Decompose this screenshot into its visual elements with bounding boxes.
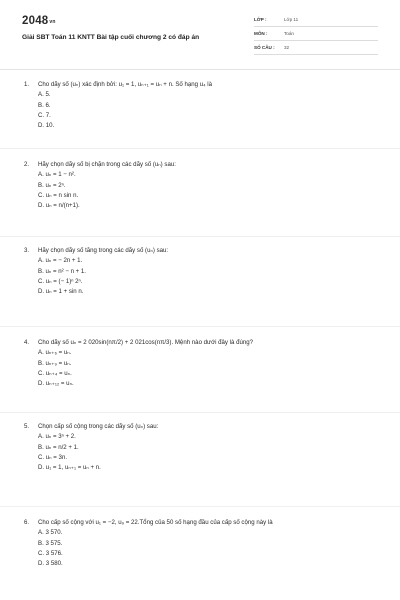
question-divider bbox=[0, 326, 400, 327]
option-c[interactable]: C. uₙ = (− 1)ⁿ 2ⁿ. bbox=[38, 277, 83, 285]
question-number: 4. bbox=[24, 339, 30, 346]
document-header bbox=[0, 0, 400, 70]
option-b[interactable]: B. uₙ = 2ⁿ. bbox=[38, 181, 66, 189]
question-1 bbox=[24, 80, 380, 131]
question-2 bbox=[24, 160, 380, 211]
option-a[interactable]: A. 3 570. bbox=[38, 529, 63, 537]
option-c[interactable]: C. uₙ₊₄ = uₙ. bbox=[38, 369, 72, 377]
question-5 bbox=[24, 422, 380, 473]
meta-subject bbox=[254, 29, 378, 41]
question-text: Cho cấp số cộng với u₁ = −2, u₉ = 22.Tổng của 50 số hạng đầu của cấp số cộng này là bbox=[38, 519, 273, 526]
question-number: 3. bbox=[24, 247, 30, 254]
option-d[interactable]: D. uₙ = 1 + sin n. bbox=[38, 288, 84, 296]
meta-count-key: SỐ CÂU : bbox=[254, 45, 275, 50]
option-a[interactable]: A. uₙ = 1 − n². bbox=[38, 171, 76, 179]
question-divider bbox=[0, 148, 400, 149]
meta-class bbox=[254, 15, 378, 27]
question-text: Chọn cấp số cộng trong các dãy số (uₙ) sau: bbox=[38, 423, 159, 430]
meta-class-key: LỚP : bbox=[254, 17, 267, 22]
question-text: Hãy chọn dãy số bị chặn trong các dãy số (uₙ) sau: bbox=[38, 161, 176, 168]
option-d[interactable]: D. uₙ = n/(n+1). bbox=[38, 202, 80, 210]
question-divider bbox=[0, 412, 400, 413]
option-a[interactable]: A. uₙ₊₆ = uₙ. bbox=[38, 349, 72, 357]
question-number: 1. bbox=[24, 81, 30, 88]
option-c[interactable]: C. 3 576. bbox=[38, 549, 63, 557]
meta-question-count bbox=[254, 43, 378, 55]
question-number: 6. bbox=[24, 519, 30, 526]
option-c[interactable]: C. uₙ = n sin n. bbox=[38, 191, 79, 199]
option-a[interactable]: A. 5. bbox=[38, 91, 51, 99]
option-a[interactable]: A. uₙ = − 2n + 1. bbox=[38, 257, 83, 265]
question-divider bbox=[0, 506, 400, 507]
option-a[interactable]: A. uₙ = 3ⁿ + 2. bbox=[38, 433, 76, 441]
meta-class-value: Lớp 11 bbox=[284, 17, 299, 22]
option-b[interactable]: B. uₙ = n² − n + 1. bbox=[38, 267, 86, 275]
site-logo[interactable] bbox=[22, 15, 56, 27]
question-text: Cho dãy số (uₙ) xác định bởi: u₁ = 1, uₙ₊₁ = uₙ + n. Số hạng u₄ là bbox=[38, 81, 213, 88]
option-b[interactable]: B. 6. bbox=[38, 101, 51, 109]
question-text: Cho dãy số uₙ = 2 020sin(nπ/2) + 2 021cos(nπ/3). Mệnh nào dưới đây là đúng? bbox=[38, 339, 254, 346]
logo-suffix: vn bbox=[49, 19, 56, 25]
option-d[interactable]: D. 10. bbox=[38, 122, 55, 130]
question-divider bbox=[0, 236, 400, 237]
option-d[interactable]: D. uₙ₊₁₂ = uₙ. bbox=[38, 380, 74, 388]
logo-text: 2048 bbox=[22, 15, 49, 27]
question-number: 2. bbox=[24, 161, 30, 168]
question-number: 5. bbox=[24, 423, 30, 430]
meta-subject-key: MÔN : bbox=[254, 31, 268, 36]
option-d[interactable]: D. 3 580. bbox=[38, 560, 63, 568]
question-3 bbox=[24, 246, 380, 297]
option-c[interactable]: C. uₙ = 3n. bbox=[38, 453, 68, 461]
question-text: Hãy chọn dãy số tăng trong các dãy số (uₙ) sau: bbox=[38, 247, 169, 254]
option-b[interactable]: B. uₙ = n/2 + 1. bbox=[38, 443, 79, 451]
option-c[interactable]: C. 7. bbox=[38, 111, 51, 119]
option-d[interactable]: D. u₁ = 1, uₙ₊₁ = uₙ + n. bbox=[38, 464, 101, 472]
meta-subject-value: Toán bbox=[284, 31, 294, 36]
question-4 bbox=[24, 338, 380, 389]
question-6 bbox=[24, 518, 380, 569]
document-title: Giải SBT Toán 11 KNTT Bài tập cuối chương 2 có đáp án bbox=[22, 34, 200, 41]
meta-count-value: 32 bbox=[284, 45, 290, 50]
option-b[interactable]: B. uₙ₊₉ = uₙ. bbox=[38, 359, 72, 367]
option-b[interactable]: B. 3 575. bbox=[38, 539, 63, 547]
